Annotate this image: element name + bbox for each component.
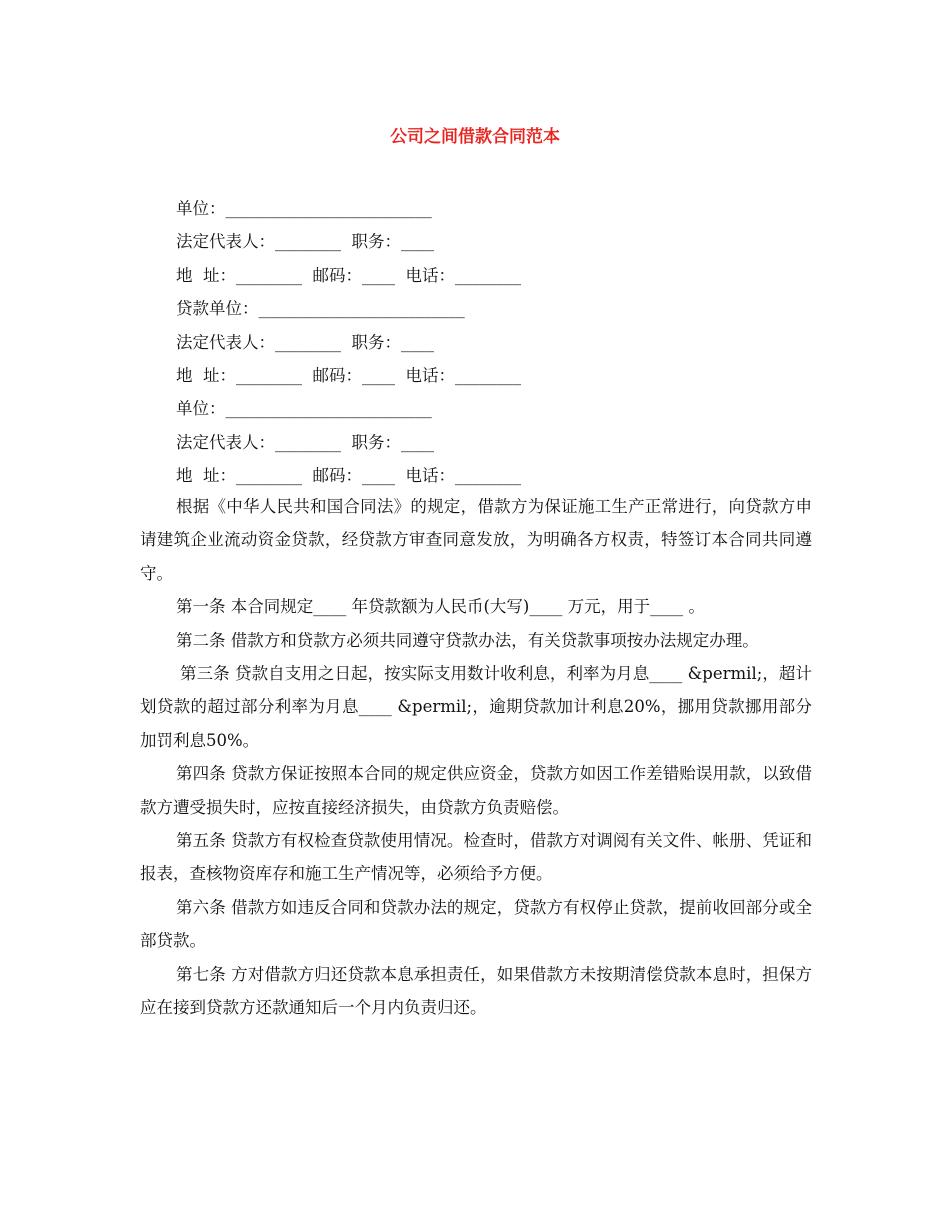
field-address-2: 地 址：________ 邮码：____ 电话：________ xyxy=(176,365,521,385)
article-1: 第一条 本合同规定____ 年贷款额为人民币(大写)____ 万元，用于____ 。 xyxy=(176,597,705,617)
field-unit-1: 单位：_________________________ xyxy=(176,199,432,218)
article-4: 第四条 贷款方保证按照本合同的规定供应资金，贷款方如因工作差错贻误用款，以致借款方遭受损失时，应按直接经济损失，由贷款方负责赔偿。 xyxy=(140,764,812,817)
contract-body xyxy=(140,490,812,1025)
field-lender-unit: 贷款单位：_________________________ xyxy=(176,299,465,319)
field-address-3: 地 址：________ 邮码：____ 电话：________ xyxy=(176,466,521,486)
page-title: 公司之间借款合同范本 xyxy=(390,127,560,147)
party-fields xyxy=(176,192,876,493)
field-legal-rep-3: 法定代表人：________ 职务：____ xyxy=(176,432,434,452)
field-unit-3: 单位：_________________________ xyxy=(176,399,432,419)
field-legal-rep-2: 法定代表人：________ 职务：____ xyxy=(176,332,434,352)
field-legal-rep-1: 法定代表人：________ 职务：____ xyxy=(176,232,434,252)
preamble-paragraph: 根据《中华人民共和国合同法》的规定，借款方为保证施工生产正常进行，向贷款方申请建筑企业流动资金贷款，经贷款方审查同意发放，为明确各方权责，特签订本合同共同遵守。 xyxy=(140,497,812,583)
article-5: 第五条 贷款方有权检查贷款使用情况。检查时，借款方对调阅有关文件、帐册、凭证和报表，查核物资库存和施工生产情况等，必须给予方便。 xyxy=(140,831,812,884)
article-7: 第七条 方对借款方归还贷款本息承担责任，如果借款方未按期清偿贷款本息时，担保方应在接到贷款方还款通知后一个月内负责归还。 xyxy=(140,964,812,1018)
article-3: 第三条 贷款自支用之日起，按实际支用数计收利息，利率为月息____ &permil;，超计划贷款的超过部分利率为月息____ &permil;，逾期贷款加计利息20%，挪用贷款挪用部分加罚利息50%。 xyxy=(140,664,812,750)
article-2: 第二条 借款方和贷款方必须共同遵守贷款办法，有关贷款事项按办法规定办理。 xyxy=(176,630,759,650)
field-address-1: 地 址：________ 邮码：____ 电话：________ xyxy=(176,265,521,285)
article-6: 第六条 借款方如违反合同和贷款办法的规定，贷款方有权停止贷款，提前收回部分或全部贷款。 xyxy=(140,897,812,951)
